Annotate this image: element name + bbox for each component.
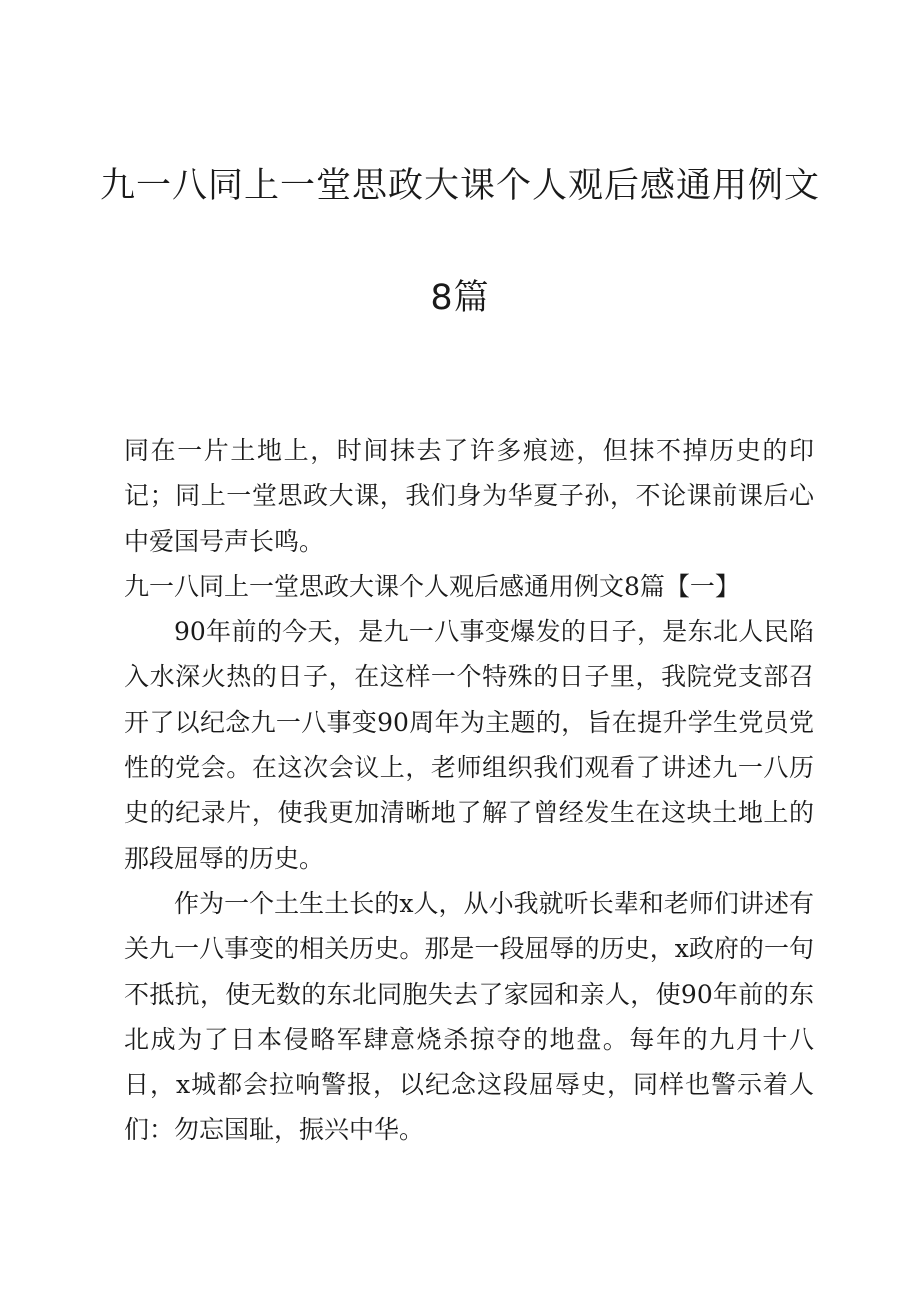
body-paragraph: 90年前的今天，是九一八事变爆发的日子，是东北人民陷入水深火热的日子，在这样一个特殊的日子里，我院党支部召开了以纪念九一八事变90周年为主题的，旨在提升学生党员党性的党会。在这次会议上，老师组织我们观看了讲述九一八历史的纪录片，使我更加清晰地了解了曾经发生在这块土地上的那段屈辱的历史。: [124, 617, 814, 873]
document-body: [124, 428, 814, 1153]
section-heading: 九一八同上一堂思政大课个人观后感通用例文8篇【一】: [124, 571, 740, 601]
body-paragraph: 作为一个土生土长的x人，从小我就听长辈和老师们讲述有关九一八事变的相关历史。那是一段屈辱的历史，x政府的一句不抵抗，使无数的东北同胞失去了家园和亲人，使90年前的东北成为了日本侵略军肆意烧杀掠夺的地盘。每年的九月十八日，x城都会拉响警报，以纪念这段屈辱史，同样也警示着人们：勿忘国耻，振兴中华。: [124, 888, 814, 1145]
title-line-2: 8篇: [430, 278, 490, 318]
intro-paragraph: 同在一片土地上，时间抹去了许多痕迹，但抹不掉历史的印记；同上一堂思政大课，我们身为华夏子孙，不论课前课后心中爱国号声长鸣。: [124, 436, 814, 556]
document-title: [0, 163, 920, 321]
title-line-1: 九一八同上一堂思政大课个人观后感通用例文: [99, 166, 820, 206]
